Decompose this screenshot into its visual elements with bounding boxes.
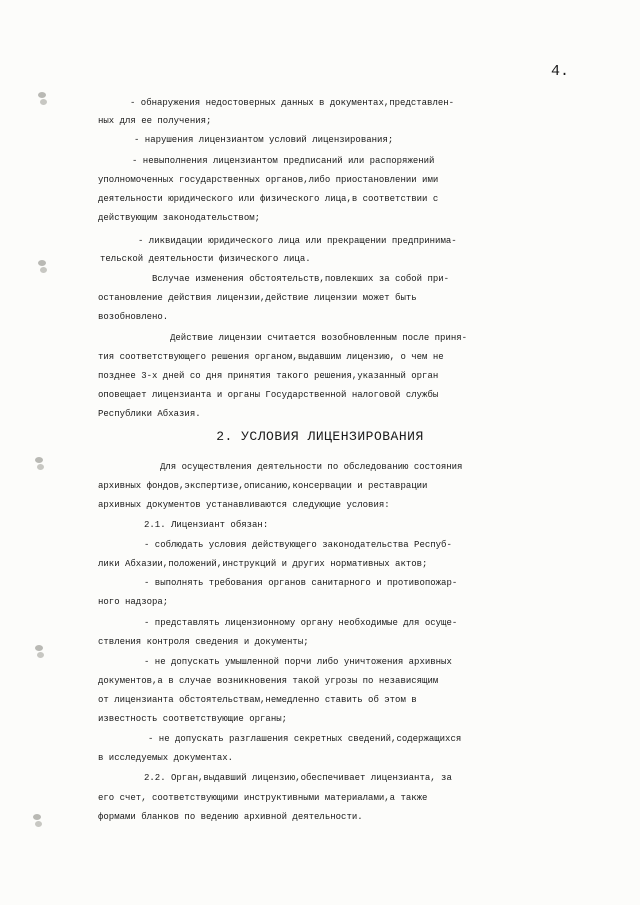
text-line: его счет, соответствующими инструктивными материалами,а также xyxy=(98,793,428,803)
text-line: - выполнять требования органов санитарного и противопожар- xyxy=(144,578,458,588)
text-line: Действие лицензии считается возобновленным после приня- xyxy=(170,333,468,343)
text-line: возобновлено. xyxy=(98,312,169,322)
section-heading: 2. УСЛОВИЯ ЛИЦЕНЗИРОВАНИЯ xyxy=(216,429,424,444)
text-line: Вслучае изменения обстоятельств,повлекших за собой при- xyxy=(152,274,450,284)
text-line: 2.2. Орган,выдавший лицензию,обеспечивает лицензианта, за xyxy=(144,773,452,783)
binding-hole-mark xyxy=(33,643,47,661)
text-line: - невыполнения лицензиантом предписаний или распоряжений xyxy=(132,156,435,166)
text-line: остановление действия лицензии,действие лицензии может быть xyxy=(98,293,417,303)
binding-hole-mark xyxy=(36,90,50,108)
text-line: - нарушения лицензиантом условий лицензирования; xyxy=(134,135,394,145)
text-line: - соблюдать условия действующего законодательства Респуб- xyxy=(144,540,452,550)
text-line: деятельности юридического или физического лица,в соответствии с xyxy=(98,194,439,204)
text-line: Республики Абхазия. xyxy=(98,409,201,419)
text-line: - обнаружения недостоверных данных в документах,представлен- xyxy=(130,98,455,108)
text-line: уполномоченных государственных органов,либо приостановлении ими xyxy=(98,175,439,185)
text-line: - представлять лицензионному органу необходимые для осуще- xyxy=(144,618,458,628)
text-line: ного надзора; xyxy=(98,597,169,607)
text-line: лики Абхазии,положений,инструкций и других нормативных актов; xyxy=(98,559,428,569)
text-line: - не допускать разглашения секретных сведений,содержащихся xyxy=(148,734,462,744)
text-line: известность соответствующие органы; xyxy=(98,714,288,724)
text-line: действующим законодательством; xyxy=(98,213,261,223)
text-line: ных для ее получения; xyxy=(98,116,212,126)
binding-hole-mark xyxy=(33,455,47,473)
text-line: в исследуемых документах. xyxy=(98,753,234,763)
text-line: архивных фондов,экспертизе,описанию,консервации и реставрации xyxy=(98,481,428,491)
text-line: тия соответствующего решения органом,выдавшим лицензию, о чем не xyxy=(98,352,444,362)
text-line: от лицензианта обстоятельствам,немедленно ставить об этом в xyxy=(98,695,417,705)
page-number: 4. xyxy=(551,63,570,80)
text-line: позднее 3-х дней со дня принятия такого решения,указанный орган xyxy=(98,371,439,381)
text-line: архивных документов устанавливаются следующие условия: xyxy=(98,500,390,510)
text-line: 2.1. Лицензиант обязан: xyxy=(144,520,269,530)
text-line: ствления контроля сведения и документы; xyxy=(98,637,309,647)
text-line: оповещает лицензианта и органы Государственной налоговой службы xyxy=(98,390,439,400)
binding-hole-mark xyxy=(36,258,50,276)
binding-hole-mark xyxy=(31,812,45,830)
text-line: Для осуществления деятельности по обследованию состояния xyxy=(160,462,463,472)
text-line: документов,а в случае возникновения такой угрозы по независящим xyxy=(98,676,439,686)
text-line: - ликвидации юридического лица или прекращении предпринима- xyxy=(138,236,457,246)
text-line: - не допускать умышленной порчи либо уничтожения архивных xyxy=(144,657,452,667)
text-line: тельской деятельности физического лица. xyxy=(100,254,311,264)
text-line: формами бланков по ведению архивной деятельности. xyxy=(98,812,363,822)
